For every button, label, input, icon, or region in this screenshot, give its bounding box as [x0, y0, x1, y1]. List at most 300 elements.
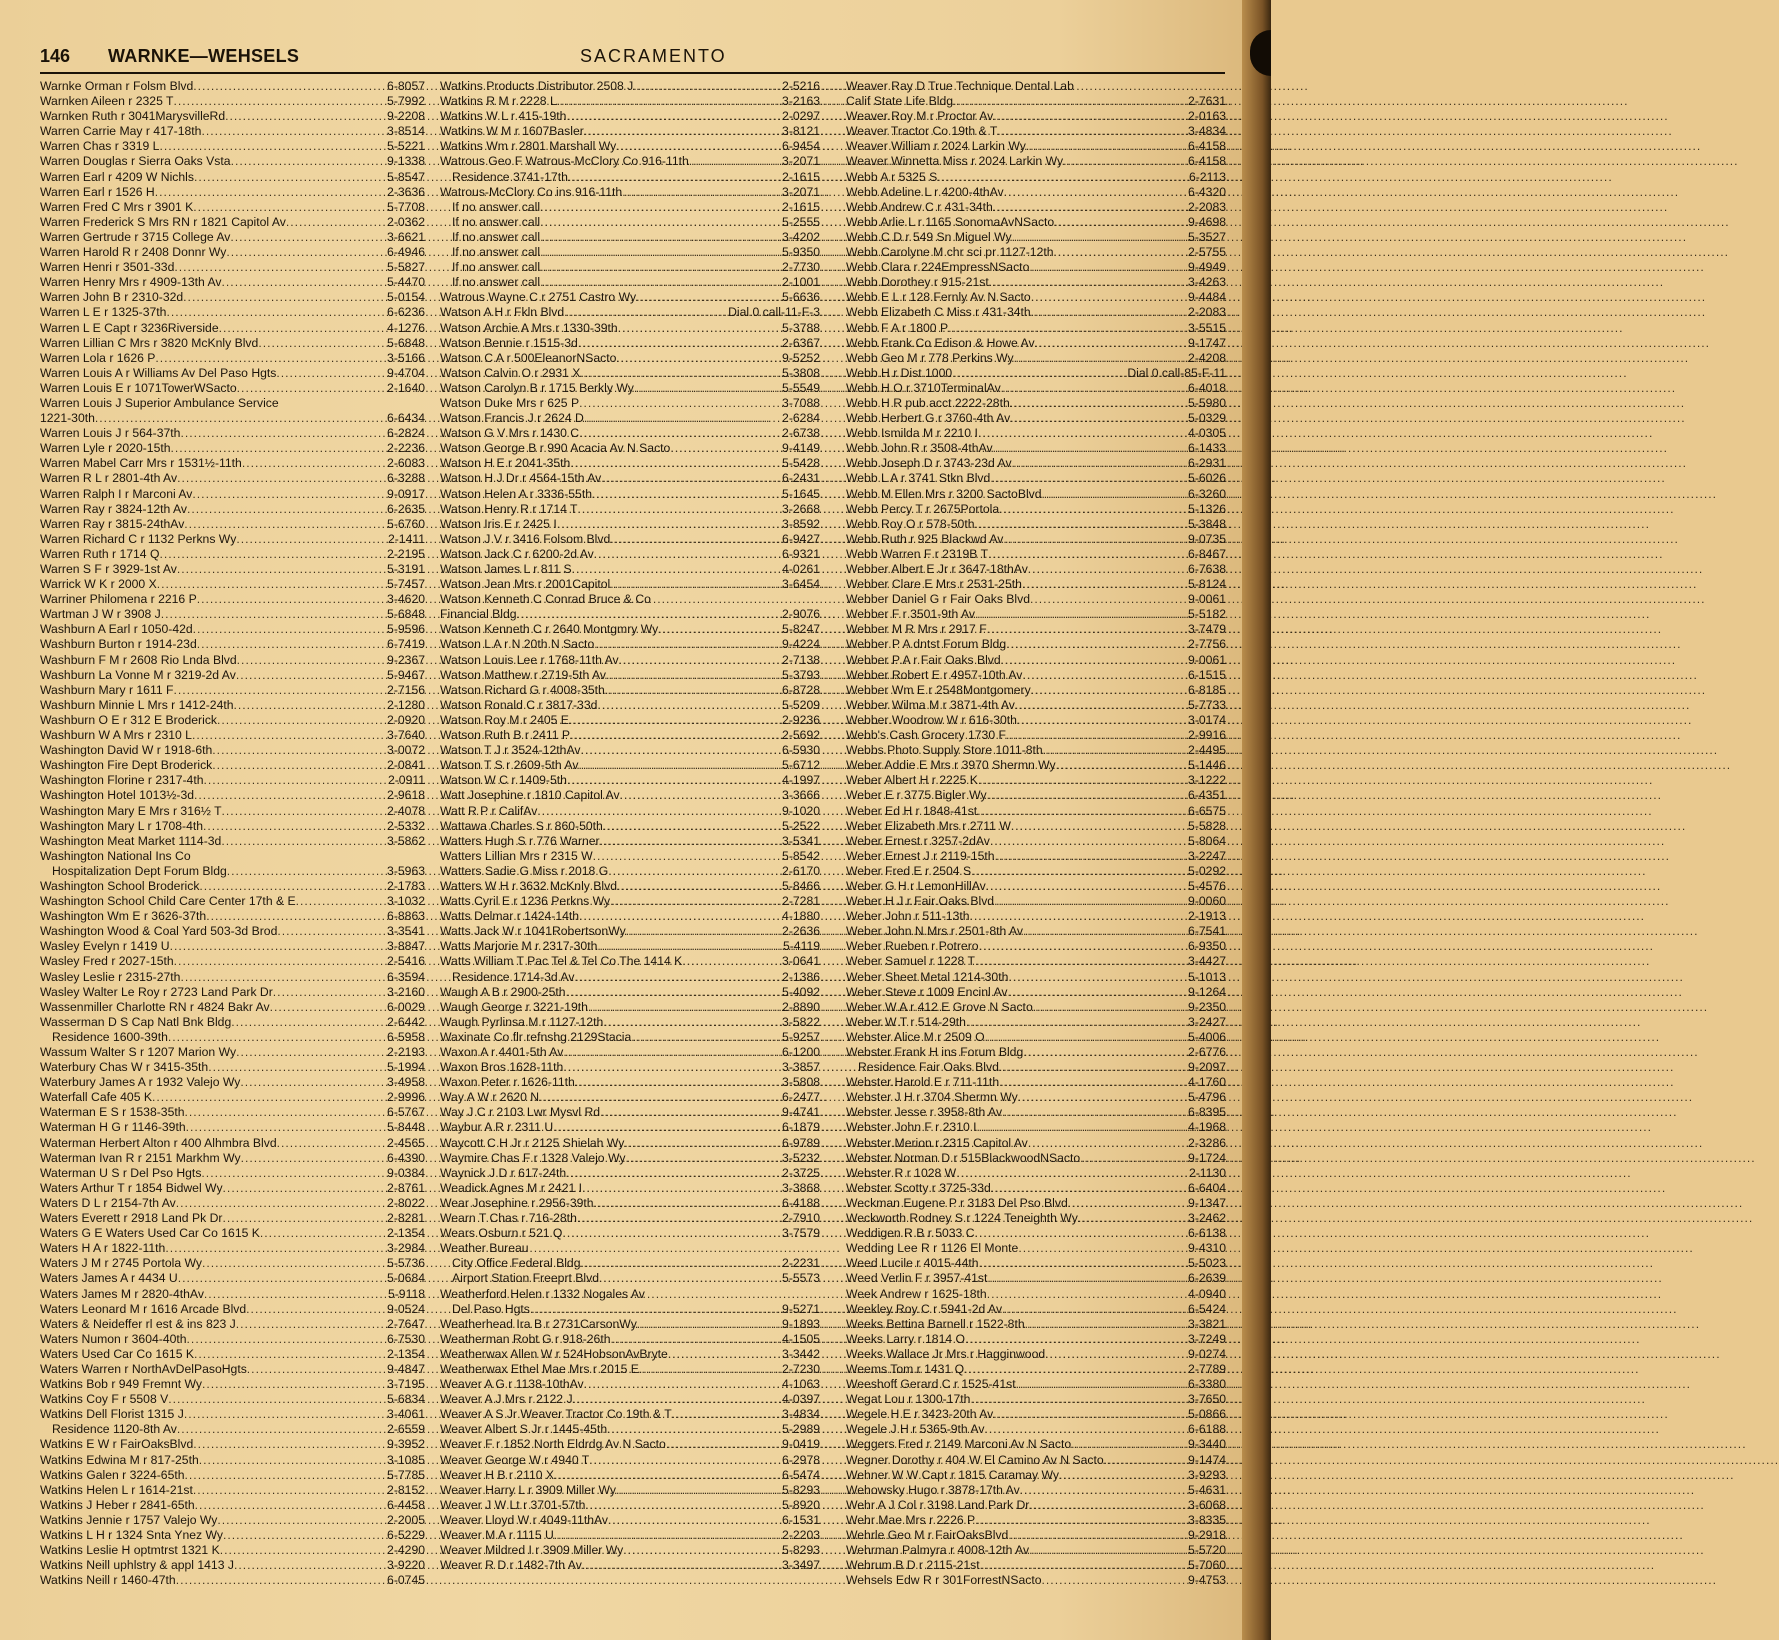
listing-row	[40, 200, 425, 215]
listing-name: Weeks Bettina Barnell r 1522-8th	[846, 1316, 1025, 1331]
phone-number: 6-5229	[387, 1528, 425, 1542]
phone-number: 5-8920	[782, 1497, 820, 1512]
listing-row	[440, 894, 820, 909]
listing-name: Webb Warren F r 2319B T	[846, 546, 989, 561]
listing-row	[40, 683, 425, 698]
listing-row	[40, 607, 425, 622]
leader-dots	[1003, 532, 1188, 547]
listing-name: Weaver Tractor Co 19th & T	[846, 124, 998, 139]
listing-row	[846, 607, 1226, 622]
phone-number: 9-0061	[1188, 652, 1226, 667]
leader-dots	[208, 1060, 387, 1075]
listing-row	[846, 1196, 1226, 1211]
phone-number: 5-5828	[1188, 818, 1226, 833]
phone-number: 6-6188	[1188, 1422, 1226, 1437]
listing-name: Weems Tom r 1431 Q	[846, 1361, 965, 1376]
listing-row	[440, 834, 820, 849]
phone-number: 3-5515	[1188, 320, 1226, 335]
phone-number: 5-7708	[387, 199, 425, 214]
listing-row	[440, 79, 820, 94]
listing-row	[846, 532, 1226, 547]
leader-dots	[631, 1030, 782, 1045]
leader-dots	[1042, 487, 1189, 502]
listing-row	[846, 200, 1226, 215]
phone-number: 3-2668	[782, 501, 820, 516]
phone-number: 6-1879	[782, 1120, 820, 1135]
phone-number: 5-4119	[782, 939, 820, 954]
listing-name: Watson Archie A Mrs r 1330-39th	[440, 320, 618, 335]
leader-dots	[570, 456, 782, 471]
listing-row	[846, 668, 1226, 683]
listing-name: Weber W T r 514-29th	[846, 1014, 966, 1029]
leader-dots	[193, 79, 387, 94]
leader-dots	[610, 532, 782, 547]
listing-name: Webb Ismilda M r 2210 I	[846, 426, 978, 441]
listing-name: Webb M Ellen Mrs r 3200 SactoBlvd	[846, 486, 1042, 501]
phone-number: 3-7088	[782, 395, 820, 410]
phone-number: 9-2097	[1188, 1060, 1226, 1075]
listing-row	[440, 788, 820, 803]
phone-number: 3-2247	[1188, 848, 1226, 863]
phone-number: 3-8514	[387, 124, 425, 139]
listing-name: Wear Josephine r 2956-39th	[440, 1195, 594, 1210]
listing-name: Weber John N Mrs r 2501-8th Av	[846, 924, 1024, 939]
binding-mark	[1250, 30, 1271, 76]
listing-row	[846, 1000, 1226, 1015]
listing-name: Waxon A r 4401-5th Av	[440, 1045, 564, 1059]
leader-dots	[1071, 1437, 1188, 1452]
leader-dots	[585, 1498, 782, 1513]
phone-number: 6-1531	[782, 1512, 820, 1527]
phone-number: 6-6138	[1188, 1226, 1226, 1241]
listing-name: Wehsels Edw R r 301ForrestNSacto	[846, 1573, 1042, 1588]
listing-name: Watson Calvin O r 2931 X	[440, 365, 581, 380]
listing-row	[40, 502, 425, 517]
phone-number: 6-7638	[1188, 562, 1226, 576]
phone-number: 5-8293	[782, 1482, 820, 1497]
listing-name: Wears Osburn r 521 Q	[440, 1226, 563, 1241]
listing-name: Watson Bennie r 1515-3d	[440, 335, 578, 350]
leader-dots	[956, 1166, 1189, 1181]
listing-row	[440, 939, 820, 954]
leader-dots	[979, 939, 1188, 954]
listing-row	[40, 1468, 425, 1483]
listing-row	[846, 1498, 1226, 1513]
phone-number: 3-5166	[387, 350, 425, 365]
phone-number: 2-1913	[1188, 909, 1226, 924]
listing-row	[40, 1136, 425, 1151]
listing-name: Watkins W M r 1607Basler	[440, 124, 584, 139]
listing-row	[440, 758, 820, 773]
leader-dots	[975, 517, 1189, 532]
listing-row	[40, 321, 425, 336]
leader-dots	[1002, 1105, 1188, 1120]
leader-dots	[192, 487, 387, 502]
phone-number: 9-4847	[387, 1361, 425, 1376]
listing-row	[846, 1181, 1226, 1196]
phone-number: 2-8152	[387, 1482, 425, 1497]
leader-dots	[965, 1332, 1188, 1347]
phone-number: 2-1615	[782, 169, 820, 184]
leader-dots	[540, 260, 782, 275]
listing-name: Warren Frederick S Mrs RN r 1821 Capitol Av	[40, 214, 286, 229]
listing-name: Warren Chas r 3319 L	[40, 139, 160, 154]
leader-dots	[937, 170, 1189, 185]
listing-name: Weatherwax Allen W r 524HobsonAvBryte	[440, 1346, 668, 1361]
phone-number: 2-7631	[1188, 94, 1226, 109]
phone-number: 6-0745	[387, 1573, 425, 1588]
phone-number: 2-8761	[387, 1180, 425, 1195]
listing-name: Warren Harold R r 2408 Donnr Wy	[40, 245, 227, 260]
listing-name: Waybur A R r 2311 U	[440, 1120, 554, 1135]
phone-number: 2-5332	[387, 818, 425, 833]
listing-row	[40, 1573, 425, 1588]
listing-row	[846, 94, 1226, 109]
listing-name: Waugh George r 3221-19th	[440, 999, 588, 1014]
listing-row	[40, 1151, 425, 1166]
listing-row	[846, 773, 1226, 788]
listing-name: Watson George B r 990 Acacia Av N Sacto	[440, 441, 671, 456]
phone-number: 6-2639	[1188, 1271, 1226, 1286]
leader-dots	[584, 124, 782, 139]
phone-number: 9-4741	[782, 1105, 820, 1120]
listing-row	[40, 1045, 425, 1060]
leader-dots	[1056, 758, 1188, 773]
listing-name: Webb H R pub acct 2222-28th	[846, 395, 1010, 410]
leader-dots	[986, 879, 1188, 894]
listing-row	[440, 1120, 820, 1135]
phone-number: 2-0163	[1188, 109, 1226, 124]
listing-row	[40, 1483, 425, 1498]
leader-dots	[980, 1558, 1188, 1573]
listing-name: Wehrman Palmyra r 4008-12th Av	[846, 1543, 1030, 1558]
phone-number: 2-1354	[387, 1226, 425, 1241]
leader-dots	[999, 1075, 1188, 1090]
leader-dots	[554, 1528, 782, 1543]
phone-number: 9-2367	[387, 652, 425, 667]
listing-row	[40, 517, 425, 532]
listing-row	[846, 1060, 1226, 1075]
leader-dots	[1007, 985, 1188, 1000]
phone-number: 6-8863	[387, 909, 425, 924]
phone-number: 6-7541	[1188, 924, 1226, 939]
phone-number: 9-2208	[387, 109, 425, 124]
leader-dots	[579, 396, 782, 411]
phone-number: 2-7756	[1188, 637, 1226, 652]
listing-row	[846, 1090, 1226, 1105]
listing-row	[846, 954, 1226, 969]
listing-row	[440, 1287, 820, 1302]
listing-name: Weaver R D r 1482-7th Av	[440, 1558, 582, 1573]
listing-name: Waters James A r 4434 U	[40, 1271, 178, 1286]
leader-dots	[540, 245, 782, 260]
listing-row	[846, 366, 1226, 381]
listing-name: Watkins Leslie H optmtrst 1321 K	[40, 1543, 220, 1558]
listing-row	[440, 1498, 820, 1513]
listing-name: Watson Duke Mrs r 625 P	[440, 395, 580, 410]
listing-row	[846, 1136, 1226, 1151]
phone-number: 5-3788	[782, 320, 820, 335]
leader-dots	[573, 1392, 783, 1407]
phone-number: 2-0920	[387, 712, 425, 727]
listing-name: Weatherman Robt G r 918-26th	[440, 1331, 611, 1346]
phone-number: 3-1032	[387, 894, 425, 909]
phone-number: 2-1130	[1188, 1165, 1226, 1180]
listing-name: Watters Lillian Mrs r 2315 W	[440, 848, 593, 863]
leader-dots	[987, 622, 1188, 637]
listing-name: Washington David W r 1918-6th	[40, 743, 213, 758]
listing-row	[440, 909, 820, 924]
listing-name: Webb Clara r 224EmpressNSacto	[846, 260, 1030, 275]
phone-number: 9-0061	[1188, 592, 1226, 607]
listing-name: Waugh Pyrlinsa M r 1127-12th	[440, 1014, 604, 1029]
listing-row	[40, 1528, 425, 1543]
leader-dots	[597, 939, 783, 954]
listing-name: Waters Used Car Co 1615 K	[40, 1346, 194, 1361]
leader-dots	[608, 864, 782, 879]
listing-name: Watters Sadie G Miss r 2018 G	[440, 863, 609, 878]
listing-name: Weber Steve r 1009 Encinl Av	[846, 984, 1008, 999]
listing-name: Watt Josephine r 1810 Capitol Av	[440, 788, 620, 803]
listing-row	[440, 1407, 820, 1422]
leader-dots	[165, 1241, 387, 1256]
phone-number: 3-4202	[782, 229, 820, 244]
listing-name: Washburn Mary r 1611 F	[40, 682, 174, 697]
listing-row	[440, 381, 820, 396]
leader-dots	[202, 1256, 387, 1271]
listing-name: Weaver George W r 4940 T	[440, 1452, 590, 1467]
listing-row	[40, 1543, 425, 1558]
leader-dots	[993, 1407, 1188, 1422]
listing-name: If no answer call	[452, 214, 541, 229]
listing-row	[40, 396, 425, 411]
listing-row	[846, 864, 1226, 879]
listing-row	[440, 1453, 820, 1468]
phone-number: 6-8728	[782, 682, 820, 697]
listing-name: Webster Norman D r 515BlackwoodNSacto	[846, 1150, 1081, 1165]
phone-number: 9-4310	[1188, 1241, 1226, 1256]
listing-row	[440, 109, 820, 124]
listing-name: Watson James L r 811 S	[440, 562, 572, 576]
leader-dots	[277, 924, 387, 939]
listing-name: Watson Jean Mrs r 2001Capitol	[440, 577, 611, 592]
phone-number: 3-5822	[782, 1014, 820, 1029]
listing-row	[440, 577, 820, 592]
phone-number: 9-5252	[782, 350, 820, 365]
phone-number: 5-6636	[782, 290, 820, 305]
leader-dots	[616, 351, 782, 366]
leader-dots	[177, 1422, 387, 1437]
leader-dots	[161, 607, 387, 622]
phone-number: 9-4484	[1188, 290, 1226, 305]
phone-number: 2-1615	[782, 199, 820, 214]
leader-dots	[977, 1120, 1189, 1135]
listing-row	[40, 79, 425, 94]
leader-dots	[530, 1302, 782, 1317]
leader-dots	[1001, 381, 1188, 396]
phone-number: 3-5808	[782, 1075, 820, 1090]
listing-row	[40, 1000, 425, 1015]
phone-number: 5-8124	[1188, 577, 1226, 592]
phone-number: 3-4427	[1188, 954, 1226, 969]
listing-row	[440, 773, 820, 788]
phone-number: 9-4224	[782, 637, 820, 652]
phone-number: 5-1645	[782, 486, 820, 501]
leader-dots	[569, 713, 782, 728]
listing-row	[40, 290, 425, 305]
phone-number: Dial 0 call-11-F-3	[728, 305, 820, 320]
phone-number: 3-2071	[782, 154, 820, 169]
leader-dots	[993, 441, 1188, 456]
leader-dots	[572, 562, 782, 577]
leader-dots	[1080, 1151, 1188, 1166]
listing-name: Waters D L r 2154-7th Av	[40, 1195, 176, 1210]
leader-dots	[995, 849, 1188, 864]
listing-name: Warnken Aileen r 2325 T	[40, 94, 174, 109]
listing-row	[440, 1317, 820, 1332]
phone-number: 3-6068	[1188, 1497, 1226, 1512]
leader-dots	[159, 139, 387, 154]
listing-row	[40, 230, 425, 245]
leader-dots	[564, 305, 728, 320]
phone-number: 3-9293	[1188, 1467, 1226, 1482]
listing-name: Watson J V r 3416 Folsom Blvd	[440, 531, 611, 546]
listing-name: Watson L A r N 20th N Sacto	[440, 637, 595, 652]
listing-row	[40, 441, 425, 456]
phone-number: 3-3541	[387, 924, 425, 939]
leader-dots	[599, 1271, 782, 1286]
listing-name: Webb H O r 3710TerminalAv	[846, 380, 1001, 395]
phone-number: 2-2636	[782, 924, 820, 939]
listing-name: Waterman E S r 1538-35th	[40, 1105, 185, 1120]
phone-number: 5-3808	[782, 365, 820, 380]
leader-dots	[594, 637, 782, 652]
listing-row	[40, 1120, 425, 1135]
leader-dots	[1029, 260, 1188, 275]
listing-name: If no answer call	[452, 229, 541, 244]
listing-name: Webb Dorothey r 915-21st	[846, 275, 989, 290]
leader-dots	[633, 79, 782, 94]
listing-row	[440, 245, 820, 260]
phone-number: 5-8547	[387, 169, 425, 184]
phone-number: 4-1063	[782, 1377, 820, 1392]
phone-number: 5-7060	[1188, 1558, 1226, 1573]
phone-number: 2-1280	[387, 697, 425, 712]
phone-number: 6-2431	[782, 471, 820, 486]
listing-name: Wegat Lou r 1300-17th	[846, 1392, 971, 1407]
leader-dots	[622, 185, 782, 200]
listing-row	[40, 1317, 425, 1332]
phone-number: 6-5958	[387, 1029, 425, 1044]
leader-dots	[180, 970, 387, 985]
phone-number: 5-9118	[387, 1286, 425, 1301]
leader-dots	[174, 954, 387, 969]
listing-row	[846, 1407, 1226, 1422]
listing-name: Warnke Orman r Folsm Blvd	[40, 79, 194, 93]
phone-number: 2-6170	[782, 863, 820, 878]
listing-name: Watkins Jennie r 1757 Valejo Wy	[40, 1512, 218, 1527]
listing-row	[846, 426, 1226, 441]
phone-number: 2-1783	[387, 878, 425, 893]
phone-number: 2-6083	[387, 456, 425, 471]
phone-number: 2-7281	[782, 894, 820, 909]
listing-row	[846, 1030, 1226, 1045]
phone-number: 2-6442	[387, 1014, 425, 1029]
leader-dots	[1020, 1483, 1188, 1498]
listing-name: Watkins J Heber r 2841-65th	[40, 1497, 195, 1512]
listing-name: Webb's Cash Grocery 1730 F	[846, 728, 1006, 743]
listing-name: Weadick Agnes M r 2421 I	[440, 1180, 583, 1195]
leader-dots	[989, 275, 1188, 290]
phone-number: 5-6760	[387, 516, 425, 531]
leader-dots	[637, 1317, 782, 1332]
listing-row	[846, 1543, 1226, 1558]
phone-number: 6-4158	[1188, 139, 1226, 154]
leader-dots	[203, 819, 387, 834]
phone-number: 3-8847	[387, 939, 425, 954]
leader-dots	[1014, 351, 1188, 366]
leader-dots	[226, 245, 387, 260]
leader-dots	[276, 366, 387, 381]
listing-name: Weaver A J Mrs r 2122 J	[440, 1392, 573, 1407]
leader-dots	[223, 1181, 388, 1196]
phone-number: 5-6026	[1188, 471, 1226, 486]
leader-dots	[1063, 154, 1188, 169]
listing-name: Weeks Wallace Jr Mrs r Hagginwood	[846, 1346, 1046, 1361]
listing-row	[40, 1437, 425, 1452]
listing-row	[846, 109, 1226, 124]
phone-number: 3-3821	[1188, 1316, 1226, 1331]
leader-dots	[237, 381, 387, 396]
phone-number: 3-4834	[782, 1407, 820, 1422]
phone-number: 5-7457	[387, 577, 425, 592]
phone-number: 2-5692	[782, 728, 820, 743]
phone-number: 2-6284	[782, 411, 820, 426]
leader-dots	[1001, 653, 1188, 668]
listing-name: Webb Frank Co Edison & Howe Av	[846, 335, 1035, 350]
listing-name: Way J C r 2103 Lwr Mysvl Rd	[440, 1105, 601, 1120]
leader-dots	[155, 185, 387, 200]
listing-row	[440, 185, 820, 200]
listing-row	[846, 215, 1226, 230]
leader-dots	[231, 1015, 387, 1030]
leader-dots	[605, 683, 782, 698]
phone-number: 9-0917	[387, 486, 425, 501]
listing-row	[440, 562, 820, 577]
listing-row	[40, 985, 425, 1000]
listing-name: Watson Helen A r 3336-55th	[440, 486, 592, 501]
listing-name: Webber Robert E r 4957-10th Av	[846, 667, 1023, 682]
listing-row	[40, 1558, 425, 1573]
listing-name: Waugh A B r 2900-25th	[440, 984, 566, 999]
listing-name: Washburn W A Mrs r 2310 L	[40, 728, 192, 743]
phone-number: 9-4753	[1188, 1573, 1226, 1588]
leader-dots	[574, 970, 782, 985]
listing-row	[40, 1362, 425, 1377]
listing-name: Watkins Wm r 2801 Marshall Wy	[440, 139, 617, 154]
listing-name: Watters Hugh S r 776 Warner	[440, 833, 600, 848]
listing-row	[40, 1241, 425, 1256]
phone-number: 2-7910	[782, 1211, 820, 1226]
listing-name: Webb Herbert G r 3760-4th Av	[846, 411, 1011, 426]
listing-name: Washburn La Vonne M r 3219-2d Av	[40, 667, 236, 682]
listing-name: Warren S F r 3929-1st Av	[40, 562, 177, 576]
listing-row	[846, 577, 1226, 592]
leader-dots	[170, 939, 387, 954]
listing-row	[440, 637, 820, 652]
leader-dots	[1030, 592, 1188, 607]
listing-name: Washburn F M r 2608 Rio Lnda Blvd	[40, 652, 237, 667]
